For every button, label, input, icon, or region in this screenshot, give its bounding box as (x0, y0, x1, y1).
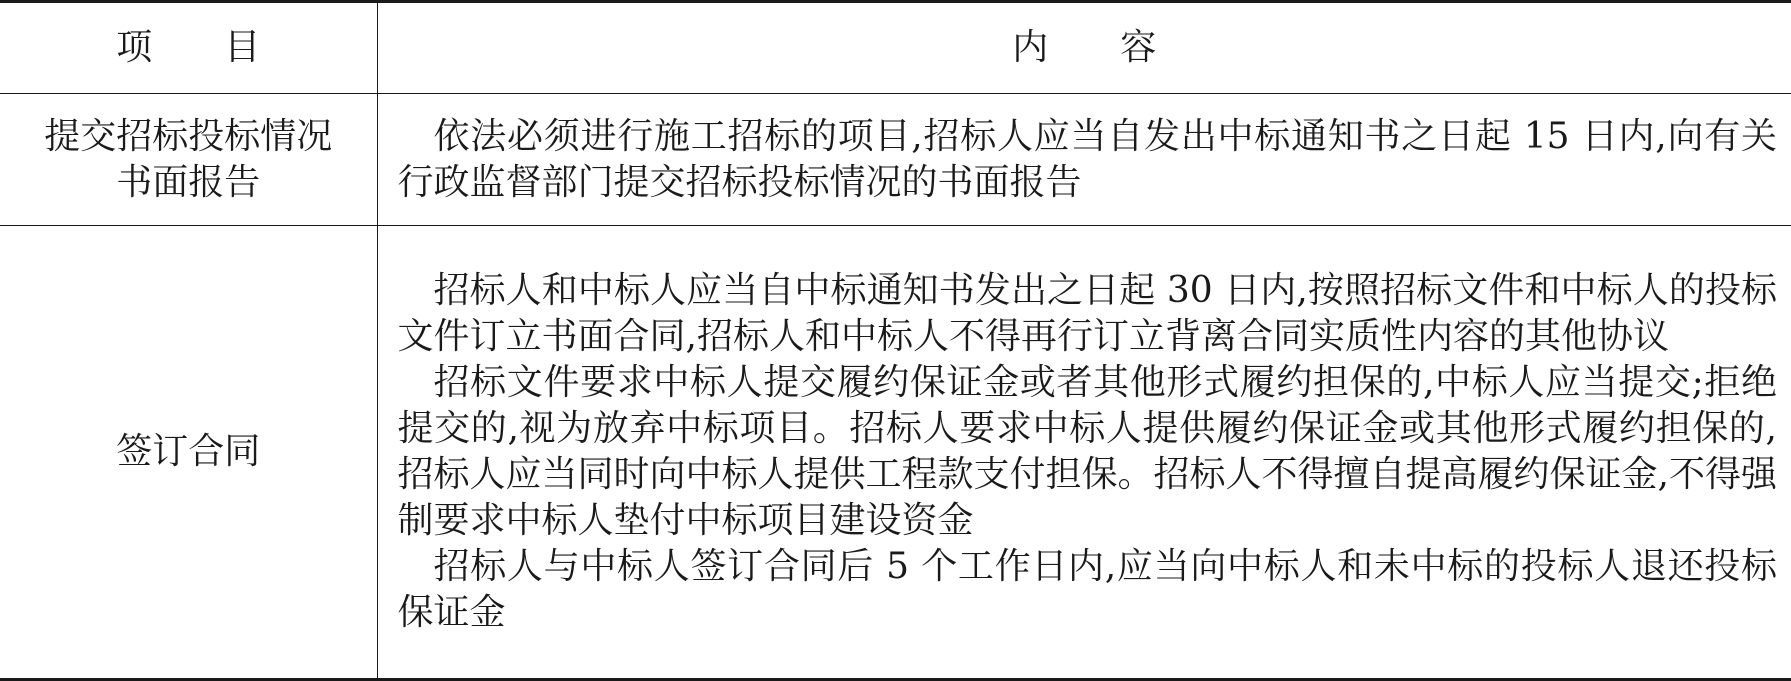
header-content-char-1: 内 (1012, 27, 1049, 68)
content-paragraph: 依法必须进行施工招标的项目,招标人应当自发出中标通知书之日起 15 日内,向有关行政监督部门提交招标投标情况的书面报告 (397, 115, 1777, 203)
item-label: 提交招标投标情况书面报告 (44, 115, 333, 203)
table-header-row (0, 2, 1791, 94)
header-content-column (377, 2, 1791, 94)
header-content-char-2: 容 (1120, 27, 1157, 68)
content-paragraph: 招标人与中标人签订合同后 5 个工作日内,应当向中标人和未中标的投标人退还投标保证金 (397, 546, 1777, 633)
header-item-column (0, 2, 377, 94)
content-cell (377, 226, 1791, 680)
content-cell (377, 94, 1791, 226)
content-paragraph: 招标文件要求中标人提交履约保证金或者其他形式履约担保的,中标人应当提交;拒绝提交的,视为放弃中标项目。招标人要求中标人提供履约保证金或其他形式履约担保的,招标人应当同时向中标人提供工程款支付担保。招标人不得擅自提高履约保证金,不得强制要求中标人垫付中标项目建设资金 (397, 362, 1777, 541)
header-item-char-1: 项 (116, 27, 153, 68)
content-paragraph: 招标人和中标人应当自中标通知书发出之日起 30 日内,按照招标文件和中标人的投标文件订立书面合同,招标人和中标人不得再行订立背离合同实质性内容的其他协议 (397, 270, 1777, 357)
table-row (0, 226, 1791, 680)
item-cell (0, 226, 377, 680)
item-label: 签订合同 (116, 431, 261, 472)
table-row (0, 94, 1791, 226)
header-item-char-2: 目 (224, 27, 261, 68)
item-cell (0, 94, 377, 226)
